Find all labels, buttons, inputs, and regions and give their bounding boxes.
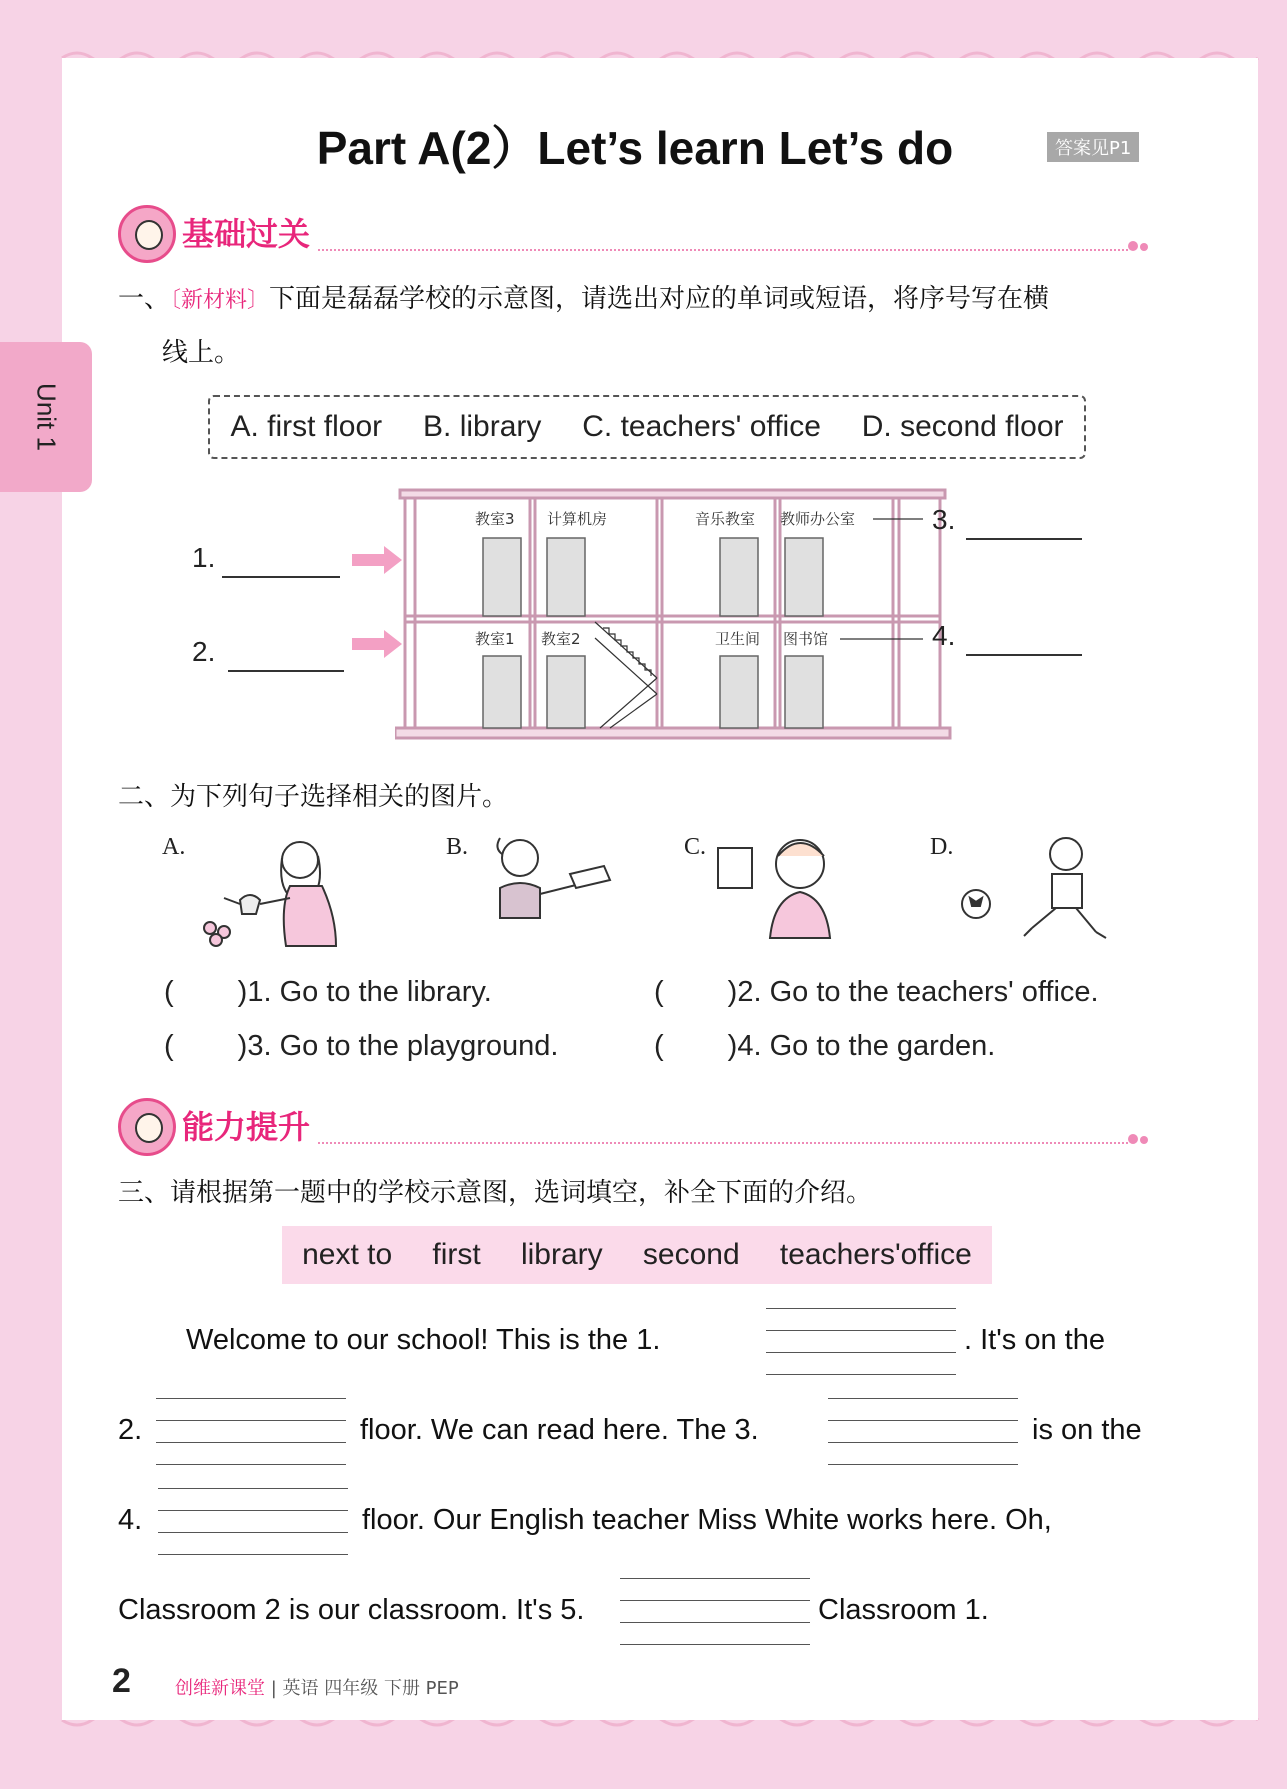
girl-watering-flowers-picture: [190, 828, 380, 948]
door: [483, 656, 521, 728]
section-label: 基础过关: [182, 215, 311, 253]
word-teachers-office: teachers'office: [779, 1238, 972, 1271]
answer-blank-4[interactable]: [966, 630, 1082, 656]
dotted-divider: [318, 249, 1128, 251]
word-first: first: [432, 1238, 481, 1271]
answer-paren[interactable]: (: [164, 976, 174, 1008]
boy-with-paper-picture: [712, 828, 862, 948]
question-number: 一、: [118, 284, 171, 314]
room-label: 教师办公室: [780, 510, 856, 528]
door: [785, 656, 823, 728]
dotted-divider: [318, 1142, 1128, 1144]
section-label: 能力提升: [182, 1108, 311, 1146]
q2-item-2: [654, 976, 1099, 1009]
item-text: )3. Go to the playground.: [237, 1030, 559, 1062]
question-1-instruction: [118, 278, 1049, 315]
question-2-instruction: 二、为下列句子选择相关的图片。: [118, 782, 509, 812]
passage-line-2c: is on the: [1032, 1414, 1142, 1446]
choice-b: B. library: [423, 410, 542, 443]
answer-line-2[interactable]: [156, 1398, 346, 1464]
answer-blank-3[interactable]: [966, 514, 1082, 540]
question-1-instruction-cont: 线上。: [162, 338, 241, 368]
word-second: second: [642, 1238, 740, 1271]
answer-line-3[interactable]: [828, 1398, 1018, 1464]
answer-line-4[interactable]: [158, 1488, 348, 1554]
word-library: library: [520, 1238, 603, 1271]
section-header-advanced: [118, 1098, 1158, 1158]
picture-a-letter: A.: [162, 834, 186, 860]
item-text: )1. Go to the library.: [237, 976, 492, 1008]
picture-d-letter: D.: [930, 834, 954, 860]
door: [547, 538, 585, 616]
answer-line-5[interactable]: [620, 1578, 810, 1644]
answer-line-1[interactable]: [766, 1308, 956, 1374]
passage-line-1b: . It's on the: [964, 1324, 1105, 1356]
door: [483, 538, 521, 616]
passage-line-2b: floor. We can read here. The 3.: [360, 1414, 759, 1446]
choice-box: [208, 395, 1086, 459]
passage-line-3a: 4.: [118, 1504, 143, 1536]
page-title: Part A(2）Let’s learn Let’s do: [316, 122, 954, 174]
picture-b-letter: B.: [446, 834, 469, 860]
word-bank: [282, 1226, 992, 1284]
footer-details: | 英语 四年级 下册 PEP: [270, 1678, 459, 1699]
door: [547, 656, 585, 728]
answer-paren[interactable]: (: [164, 1030, 174, 1062]
answer-reference-badge: 答案见P1: [1047, 132, 1139, 162]
label-1: 1.: [192, 542, 216, 573]
boy-playing-football-picture: [960, 828, 1120, 958]
q2-item-3: [164, 1030, 558, 1063]
label-3: 3.: [932, 504, 956, 535]
q2-item-4: [654, 1030, 995, 1063]
unit-tab: [0, 342, 92, 492]
item-text: )2. Go to the teachers' office.: [727, 976, 1099, 1008]
staircase: [595, 622, 657, 728]
room-label: 图书馆: [783, 630, 829, 648]
cartoon-avatar-icon: [118, 205, 176, 263]
passage-line-4b: Classroom 1.: [818, 1594, 989, 1626]
choice-c: C. teachers' office: [582, 410, 821, 443]
page-number: 2: [112, 1662, 131, 1700]
question-3-instruction: 三、请根据第一题中的学校示意图，选词填空，补全下面的介绍。: [118, 1178, 873, 1208]
room-label: 教室2: [541, 630, 581, 648]
pink-arrows: [350, 546, 404, 666]
question-text: 下面是磊磊学校的示意图，请选出对应的单词或短语，将序号写在横: [269, 284, 1050, 314]
word-next-to: next to: [302, 1238, 393, 1271]
passage-line-2a: 2.: [118, 1414, 143, 1446]
footer-brand: 创维新课堂: [175, 1678, 265, 1699]
passage-line-4a: Classroom 2 is our classroom. It's 5.: [118, 1594, 585, 1626]
cartoon-avatar-icon: [118, 1098, 176, 1156]
school-building-diagram: [395, 488, 955, 743]
item-text: )4. Go to the garden.: [727, 1030, 996, 1062]
choice-d: D. second floor: [861, 410, 1064, 443]
room-label: 教室3: [475, 510, 515, 528]
door: [720, 656, 758, 728]
passage-line-3b: floor. Our English teacher Miss White works here. Oh,: [362, 1504, 1052, 1536]
arrow-right-icon: [352, 630, 402, 658]
answer-blank-2[interactable]: [228, 646, 344, 672]
room-label: 卫生间: [715, 630, 761, 648]
room-label: 计算机房: [547, 510, 608, 528]
dots-icon: [1128, 1132, 1148, 1148]
answer-paren[interactable]: (: [654, 976, 664, 1008]
choice-a: A. first floor: [230, 410, 383, 443]
room-label: 教室1: [475, 630, 515, 648]
door: [785, 538, 823, 616]
girl-writing-picture: [470, 828, 620, 928]
unit-tab-label: Unit 1: [31, 383, 62, 451]
section-header-basic: [118, 205, 1158, 265]
footer-series: [175, 1674, 459, 1700]
new-material-tag: 〔新材料〕: [170, 288, 270, 313]
answer-blank-1[interactable]: [222, 552, 340, 578]
arrow-right-icon: [352, 546, 402, 574]
door: [720, 538, 758, 616]
passage-line-1a: Welcome to our school! This is the 1.: [186, 1324, 661, 1356]
answer-paren[interactable]: (: [654, 1030, 664, 1062]
dots-icon: [1128, 239, 1148, 255]
label-2: 2.: [192, 636, 216, 667]
picture-c-letter: C.: [684, 834, 707, 860]
q2-item-1: [164, 976, 492, 1009]
label-4: 4.: [932, 620, 956, 651]
room-label: 音乐教室: [695, 510, 756, 528]
